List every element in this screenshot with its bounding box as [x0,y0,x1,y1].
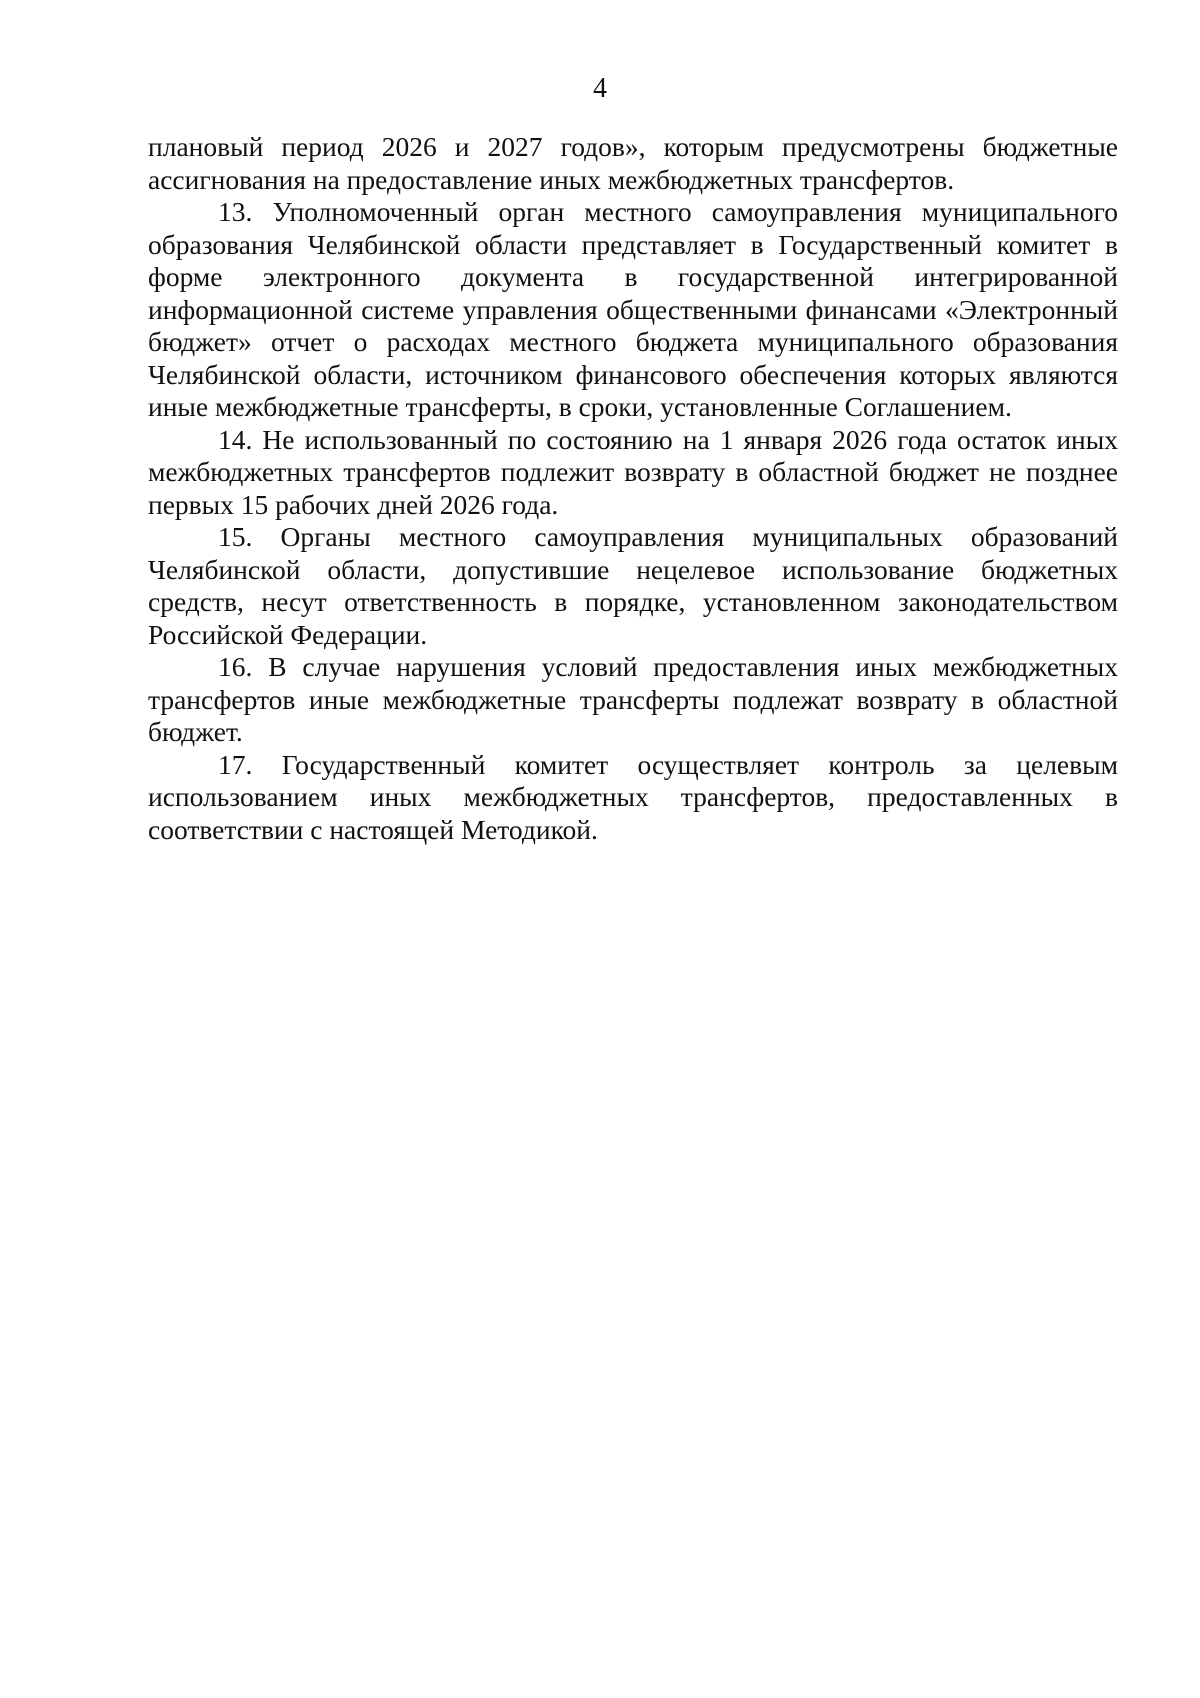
paragraph-17: 17. Государственный комитет осуществляет контроль за целевым использованием иных межбюджетных трансфертов, предоставленных в соответствии с настоящей Методикой. [148,748,1118,845]
paragraph-15: 15. Органы местного самоуправления муниципальных образований Челябинской области, допустившие нецелевое использование бюджетных средств, несут ответственность в порядке, установленном законодательством Российской Федерации. [148,521,1118,650]
paragraph-continuation: плановый период 2026 и 2027 годов», которым предусмотрены бюджетные ассигнования на предоставление иных межбюджетных трансфертов. [148,131,1118,195]
paragraph-14: 14. Не использованный по состоянию на 1 января 2026 года остаток иных межбюджетных трансфертов подлежит возврату в областной бюджет не позднее первых 15 рабочих дней 2026 года. [148,423,1118,520]
page-number: 4 [593,73,607,104]
paragraph-13: 13. Уполномоченный орган местного самоуправления муниципального образования Челябинской области представляет в Государственный комитет в форме электронного документа в государственной интегрированной информационной системе управления общественными финансами «Электронный бюджет» отчет о расходах местного бюджета муниципального образования Челябинской области, источником финансового обеспечения которых являются иные межбюджетные трансферты, в сроки, установленные Соглашением. [148,196,1118,422]
paragraph-16: 16. В случае нарушения условий предоставления иных межбюджетных трансфертов иные межбюджетные трансферты подлежат возврату в областной бюджет. [148,651,1118,747]
document-body [148,131,1118,846]
